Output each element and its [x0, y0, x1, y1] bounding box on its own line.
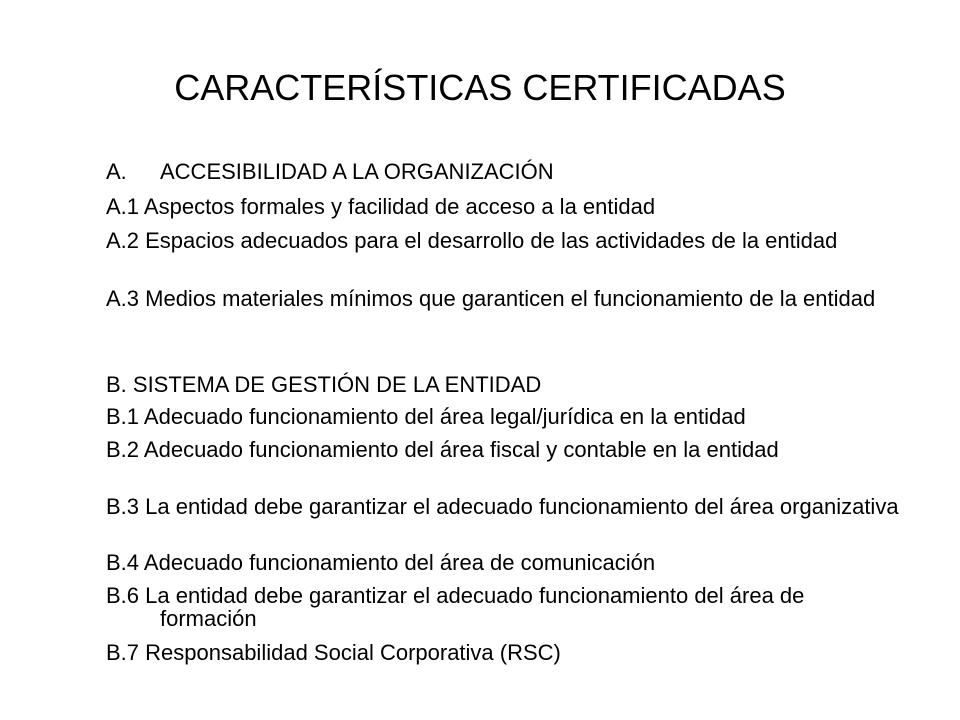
list-item-a1: A.1 Aspectos formales y facilidad de acceso a la entidad	[106, 194, 656, 219]
section-a-heading	[106, 160, 906, 183]
section-a-heading-text: ACCESIBILIDAD A LA ORGANIZACIÓN	[160, 159, 554, 184]
list-item-a3: A.3 Medios materiales mínimos que garanticen el funcionamiento de la entidad	[106, 286, 876, 311]
list-item-a2: A.2 Espacios adecuados para el desarrollo de las actividades de la entidad	[106, 228, 838, 253]
section-a-marker: A.	[106, 159, 127, 184]
list-item-b2: B.2 Adecuado funcionamiento del área fiscal y contable en la entidad	[106, 437, 779, 462]
list-item-b7: B.7 Responsabilidad Social Corporativa (RSC)	[106, 640, 561, 665]
section-b-heading: B. SISTEMA DE GESTIÓN DE LA ENTIDAD	[106, 372, 542, 397]
slide-title: CARACTERÍSTICAS CERTIFICADAS	[174, 67, 786, 108]
list-item-b3: B.3 La entidad debe garantizar el adecuado funcionamiento del área organizativa	[106, 494, 899, 519]
list-item-b6: B.6 La entidad debe garantizar el adecuado funcionamiento del área de formación	[106, 583, 805, 631]
list-item-b1: B.1 Adecuado funcionamiento del área legal/jurídica en la entidad	[106, 404, 746, 429]
list-item-b4: B.4 Adecuado funcionamiento del área de comunicación	[106, 550, 656, 575]
